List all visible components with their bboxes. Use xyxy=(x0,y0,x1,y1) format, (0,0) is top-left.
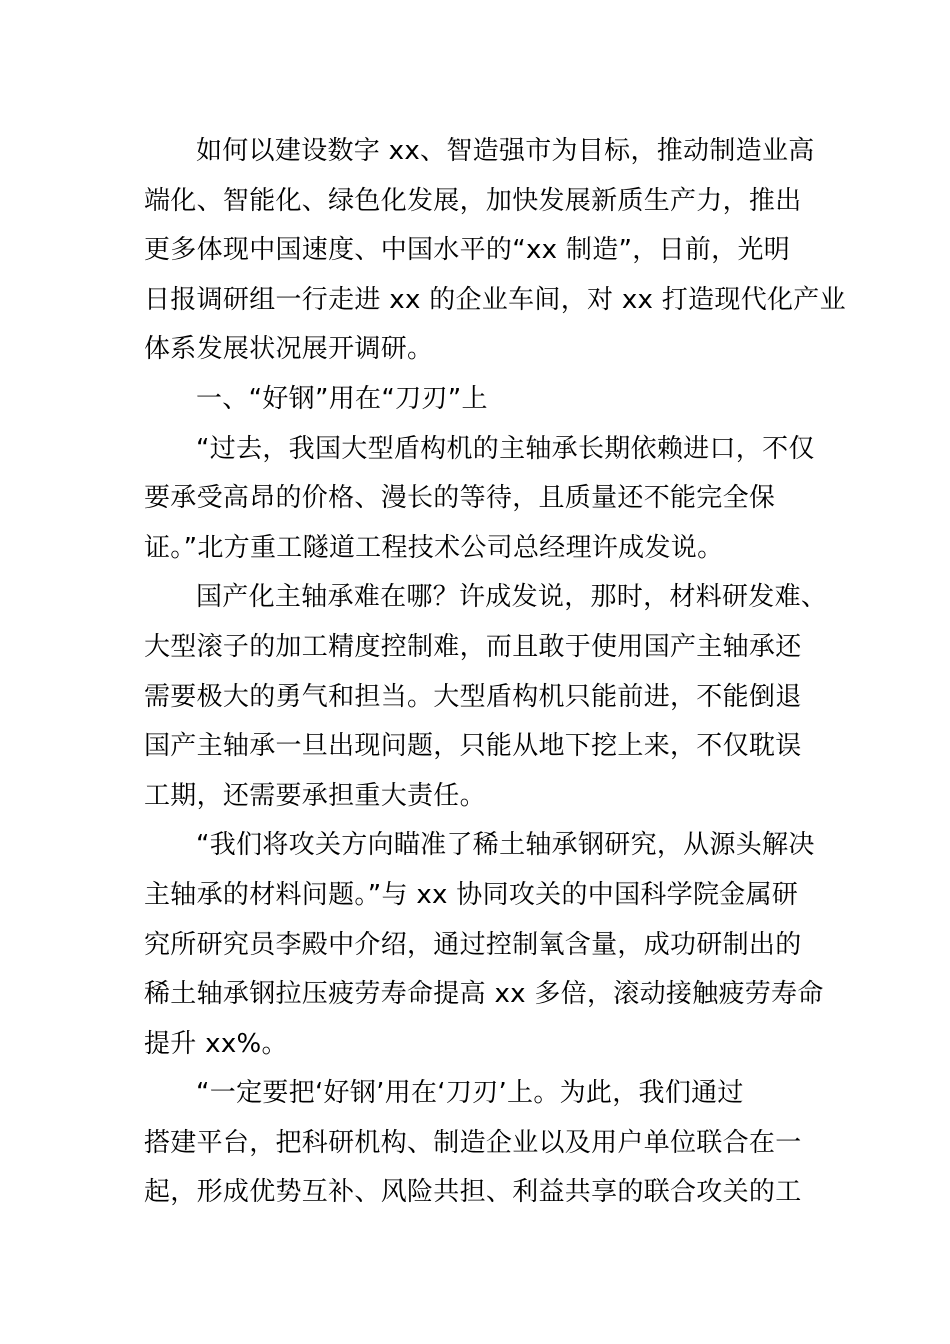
text-line: 搭建平台，把科研机构、制造企业以及用户单位联合在一 xyxy=(144,1127,802,1158)
text-line: “一定要把‘好钢’用在‘刀刃’上。为此，我们通过 xyxy=(196,1078,744,1109)
text-line: 稀土轴承钢拉压疲劳寿命提高 xx 多倍，滚动接触疲劳寿命 xyxy=(144,979,824,1010)
body-text xyxy=(144,127,846,1218)
text-line: 端化、智能化、绿色化发展，加快发展新质生产力，推出 xyxy=(144,185,802,216)
text-line: “过去，我国大型盾构机的主轴承长期依赖进口，不仅 xyxy=(196,433,815,464)
text-line: 更多体现中国速度、中国水平的“xx 制造”，日前，光明 xyxy=(144,235,791,266)
text-line: “我们将攻关方向瞄准了稀土轴承钢研究，从源头解决 xyxy=(196,830,815,861)
section-heading: 一、“好钢”用在“刀刃”上 xyxy=(196,383,488,414)
text-line: 体系发展状况展开调研。 xyxy=(144,334,434,365)
text-line: 如何以建设数字 xx、智造强市为目标，推动制造业高 xyxy=(196,136,815,166)
text-line: 要承受高昂的价格、漫长的等待，且质量还不能完全保 xyxy=(144,483,776,514)
text-line: 证。”北方重工隧道工程技术公司总经理许成发说。 xyxy=(144,532,724,563)
text-line: 提升 xx%。 xyxy=(144,1028,288,1059)
text-line: 起，形成优势互补、风险共担、利益共享的联合攻关的工 xyxy=(144,1177,802,1208)
text-line: 需要极大的勇气和担当。大型盾构机只能前进，不能倒退 xyxy=(144,681,802,712)
text-line: 主轴承的材料问题。”与 xx 协同攻关的中国科学院金属研 xyxy=(144,879,799,910)
text-line: 日报调研组一行走进 xx 的企业车间，对 xx 打造现代化产业 xyxy=(144,284,846,315)
text-line: 国产化主轴承难在哪？许成发说，那时，材料研发难、 xyxy=(196,582,828,613)
text-line: 究所研究员李殿中介绍，通过控制氧含量，成功研制出的 xyxy=(144,929,802,960)
text-line: 工期，还需要承担重大责任。 xyxy=(144,780,486,811)
text-line: 大型滚子的加工精度控制难，而且敢于使用国产主轴承还 xyxy=(144,631,802,662)
text-line: 国产主轴承一旦出现问题，只能从地下挖上来，不仅耽误 xyxy=(144,731,802,762)
